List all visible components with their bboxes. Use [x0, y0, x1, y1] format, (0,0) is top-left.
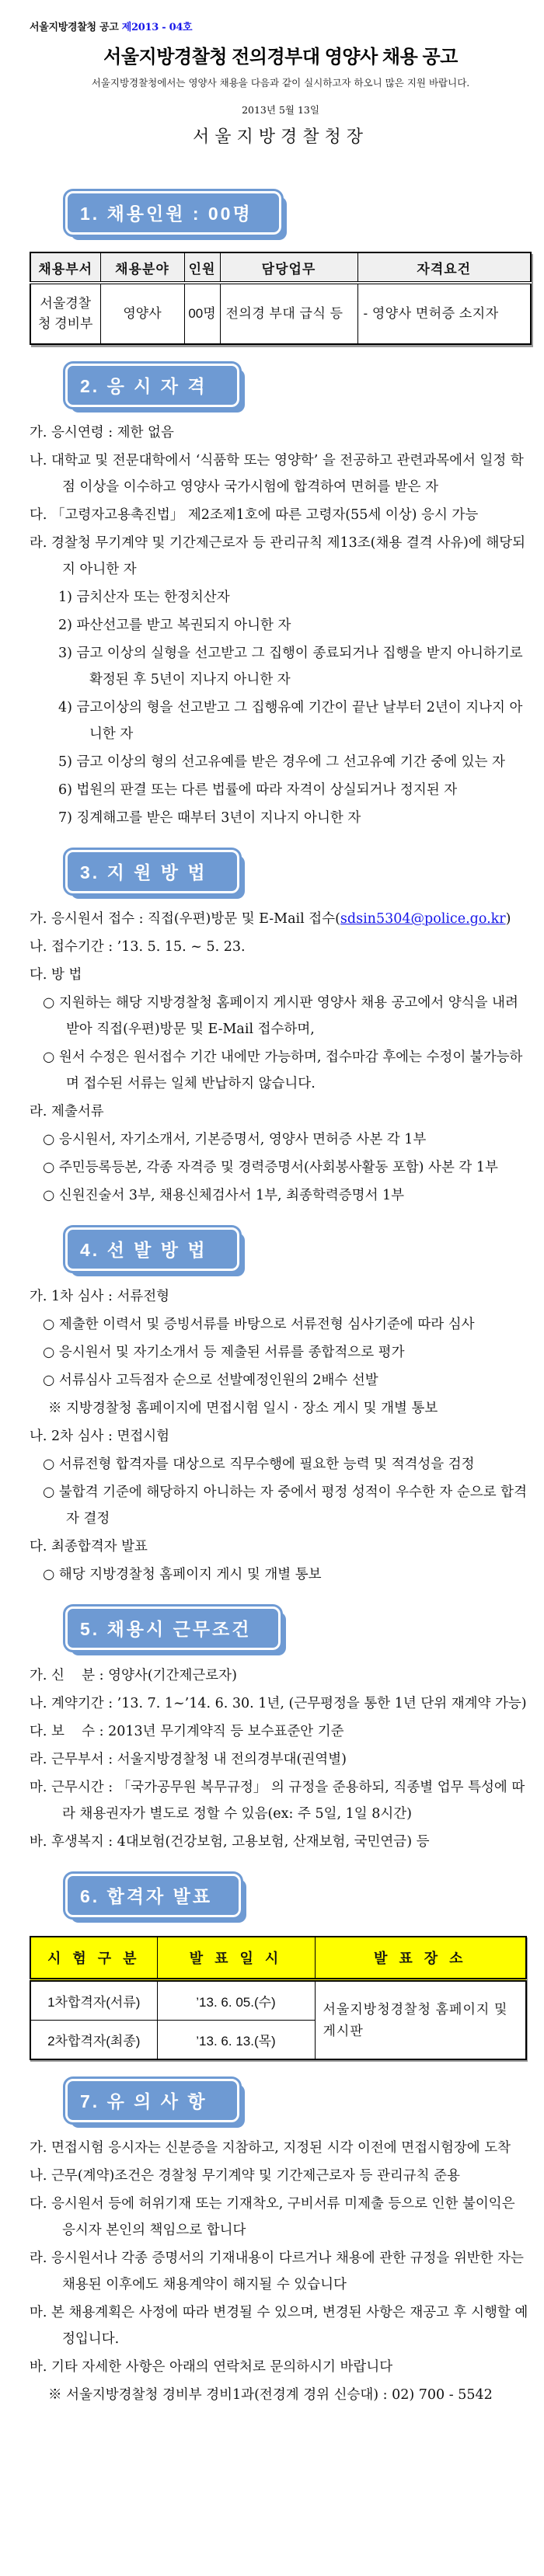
list-item: 가. 1차 심사 : 서류전형 — [30, 1289, 170, 1304]
list-item: ○ 지원하는 해당 지방경찰청 홈페이지 게시판 영양사 채용 공고에서 양식을 내려 받아 직접(우편)방문 및 E-Mail 접수하며, — [43, 995, 518, 1037]
list-item: 라. 응시원서나 각종 증명서의 기재내용이 다르거나 채용에 관한 규정을 위반한 자는 채용된 이후에도 채용계약이 해지될 수 있습니다 — [30, 2251, 524, 2292]
results-table-header-row — [30, 1937, 526, 1980]
list-item: 1) 금치산자 또는 한정치산자 — [58, 590, 230, 605]
notice-prefix: 서울지방경찰청 공고 — [30, 22, 122, 33]
cell-department: 서울경찰청 경비부 — [30, 283, 100, 344]
list-item: ○ 제출한 이력서 및 증빙서류를 바탕으로 서류전형 심사기준에 따라 심사 — [43, 1317, 475, 1332]
list-item: 6) 법원의 판결 또는 다른 법률에 따라 자격이 상실되거나 정지된 자 — [58, 782, 458, 798]
list-item: 라. 근무부서 : 서울지방경찰청 내 전의경부대(권역별) — [30, 1752, 347, 1767]
list-item: 가. 면접시험 응시자는 신분증을 지참하고, 지정된 시각 이전에 면접시험장에 도착 — [30, 2140, 511, 2156]
list-item: ○ 서류심사 고득점자 순으로 선발예정인원의 2배수 선발 — [43, 1373, 378, 1388]
list-item: 나. 2차 심사 : 면접시험 — [30, 1429, 170, 1444]
list-item: 마. 본 채용계획은 사정에 따라 변경될 수 있으며, 변경된 사항은 재공고 후 시행할 예정입니다. — [30, 2305, 528, 2347]
list-item: 가. 응시연령 : 제한 없음 — [30, 425, 174, 440]
list-item: ○ 응시원서, 자기소개서, 기본증명서, 영양사 면허증 사본 각 1부 — [43, 1132, 427, 1147]
list-item: 바. 기타 자세한 사항은 아래의 연락처로 문의하시기 바랍니다 — [30, 2359, 393, 2375]
list-item: 바. 후생복지 : 4대보험(건강보험, 고용보험, 산재보험, 국민연금) 등 — [30, 1834, 430, 1850]
recruit-table-header-row — [30, 252, 531, 283]
results-table — [30, 1936, 527, 2060]
apply-method-text-after: ) — [505, 911, 511, 927]
list-item: 라. 제출서류 — [30, 1104, 104, 1119]
recruit-table — [30, 252, 532, 345]
list-item: 다. 보 수 : 2013년 무기계약직 등 보수표준안 기준 — [30, 1724, 344, 1739]
eligibility-list — [30, 419, 532, 831]
list-item: ○ 원서 수정은 원서접수 기간 내에만 가능하며, 접수마감 후에는 수정이 불가능하며 접수된 서류는 일체 반납하지 않습니다. — [43, 1050, 523, 1091]
cell-count: 00명 — [184, 283, 220, 344]
notes-list — [30, 2135, 532, 2408]
list-item: 다. 「고령자고용촉진법」 제2조제1호에 따른 고령자(55세 이상) 응시 가능 — [30, 507, 479, 523]
list-item: 라. 경찰청 무기계약 및 기간제근로자 등 관리규칙 제13조(채용 결격 사유)에 해당되지 아니한 자 — [30, 535, 526, 577]
section-header-selection-method: 4. 선 발 방 법 — [65, 1227, 239, 1271]
apply-method-text: 가. 응시원서 접수 : 직접(우편)방문 및 E-Mail 접수( — [30, 911, 340, 927]
section-header-notes: 7. 유 의 사 항 — [65, 2079, 239, 2122]
announcement-date: 2013년 5월 13일 — [242, 104, 319, 116]
list-item: 나. 근무(계약)조건은 경찰청 무기계약 및 기간제근로자 등 관리규칙 준용 — [30, 2168, 460, 2184]
list-item: 4) 금고이상의 형을 선고받고 그 집행유예 기간이 끝난 날부터 2년이 지나지 아니한 자 — [58, 700, 523, 742]
section-header-work-conditions: 5. 채용시 근무조건 — [65, 1607, 281, 1650]
col-header-exam-type: 시 험 구 분 — [30, 1937, 157, 1980]
cell-announce-place: 서울지방청경찰청 홈페이지 및 게시판 — [315, 1980, 526, 2060]
list-item: ○ 불합격 기준에 해당하지 아니하는 자 중에서 평정 성적이 우수한 자 순으로 합격자 결정 — [43, 1485, 527, 1526]
list-item: 7) 징계해고를 받은 때부터 3년이 지나지 아니한 자 — [58, 810, 361, 826]
section-header-recruit-count: 1. 채용인원 : 00명 — [65, 191, 281, 235]
list-item: 다. 최종합격자 발표 — [30, 1539, 148, 1554]
col-header-announce-date: 발 표 일 시 — [157, 1937, 315, 1980]
list-item: 가. 신 분 : 영양사(기간제근로자) — [30, 1668, 237, 1683]
col-header-count: 인원 — [184, 252, 220, 283]
list-item: ※ 지방경찰청 홈페이지에 면접시험 일시 · 장소 게시 및 개별 통보 — [48, 1401, 438, 1416]
work-conditions-list — [30, 1662, 532, 1855]
results-table-row — [30, 1980, 526, 2021]
list-item: 다. 방 법 — [30, 967, 82, 983]
cell-announce-date: ’13. 6. 13.(목) — [157, 2021, 315, 2060]
cell-field: 영양사 — [100, 283, 184, 344]
apply-list — [30, 906, 532, 1209]
list-item: ○ 응시원서 및 자기소개서 등 제출된 서류를 종합적으로 평가 — [43, 1345, 405, 1360]
notice-number-line — [30, 19, 532, 33]
selection-list — [30, 1283, 532, 1588]
col-header-department: 채용부서 — [30, 252, 100, 283]
list-item: ○ 주민등록등본, 각종 자격증 및 경력증명서(사회봉사활동 포함) 사본 각 1부 — [43, 1160, 498, 1175]
page-subtitle: 서울지방경찰청에서는 영양사 채용을 다음과 같이 실시하고자 하오니 많은 지원 바랍니다. — [91, 77, 470, 89]
list-item: 2) 파산선고를 받고 복권되지 아니한 자 — [58, 618, 291, 633]
section-header-eligibility: 2. 응 시 자 격 — [65, 364, 239, 407]
list-item: 5) 금고 이상의 형의 선고유예를 받은 경우에 그 선고유예 기간 중에 있는 자 — [58, 754, 505, 770]
issuer-name: 서울지방경찰청장 — [192, 127, 369, 147]
col-header-duty: 담당업무 — [220, 252, 357, 283]
recruit-table-row — [30, 283, 531, 344]
list-item: 다. 응시원서 등에 허위기재 또는 기재착오, 구비서류 미제출 등으로 인한 불이익은 응시자 본인의 책임으로 합니다 — [30, 2196, 515, 2238]
list-item: ○ 해당 지방경찰청 홈페이지 게시 및 개별 통보 — [43, 1567, 322, 1582]
col-header-field: 채용분야 — [100, 252, 184, 283]
cell-exam-type: 2차합격자(최종) — [30, 2021, 157, 2060]
apply-method-line — [30, 906, 532, 932]
cell-announce-date: ’13. 6. 05.(수) — [157, 1980, 315, 2021]
email-link[interactable]: sdsin5304@police.go.kr — [340, 911, 506, 927]
col-header-qualification: 자격요건 — [357, 252, 531, 283]
list-item: 나. 계약기간 : ’13. 7. 1~’14. 6. 30. 1년, (근무평정을 통한 1년 단위 재계약 가능) — [30, 1696, 527, 1711]
list-item: 3) 금고 이상의 실형을 선고받고 그 집행이 종료되거나 집행을 받지 아니하기로 확정된 후 5년이 지나지 아니한 자 — [58, 646, 523, 688]
cell-duty: 전의경 부대 급식 등 — [220, 283, 357, 344]
section-header-how-to-apply: 3. 지 원 방 법 — [65, 850, 239, 893]
list-item: 나. 대학교 및 전문대학에서 ‘식품학 또는 영양학’ 을 전공하고 관련과목에서 일정 학점 이상을 이수하고 영양사 국가시험에 합격하여 면허를 받은 자 — [30, 453, 524, 495]
list-item: ○ 신원진술서 3부, 채용신체검사서 1부, 최종학력증명서 1부 — [43, 1188, 405, 1203]
notice-number: 제2013 - 04호 — [121, 22, 193, 33]
cell-qualification: - 영양사 면허증 소지자 — [357, 283, 531, 344]
section-header-results: 6. 합격자 발표 — [65, 1874, 241, 1917]
page-title: 서울지방경찰청 전의경부대 영양사 채용 공고 — [103, 47, 458, 68]
list-item: 마. 근무시간 : 「국가공무원 복무규정」 의 규정을 준용하되, 직종별 업무 특성에 따라 채용권자가 별도로 정할 수 있음(ex: 주 5일, 1일 8시간) — [30, 1780, 525, 1822]
col-header-announce-place: 발 표 장 소 — [315, 1937, 526, 1980]
list-item: ○ 서류전형 합격자를 대상으로 직무수행에 필요한 능력 및 적격성을 검정 — [43, 1457, 475, 1472]
contact-line: ※ 서울지방경찰청 경비부 경비1과(전경계 경위 신승대) : 02) 700 - 5542 — [48, 2387, 493, 2403]
list-item: 나. 접수기간 : ’13. 5. 15. ~ 5. 23. — [30, 939, 246, 955]
cell-exam-type: 1차합격자(서류) — [30, 1980, 157, 2021]
